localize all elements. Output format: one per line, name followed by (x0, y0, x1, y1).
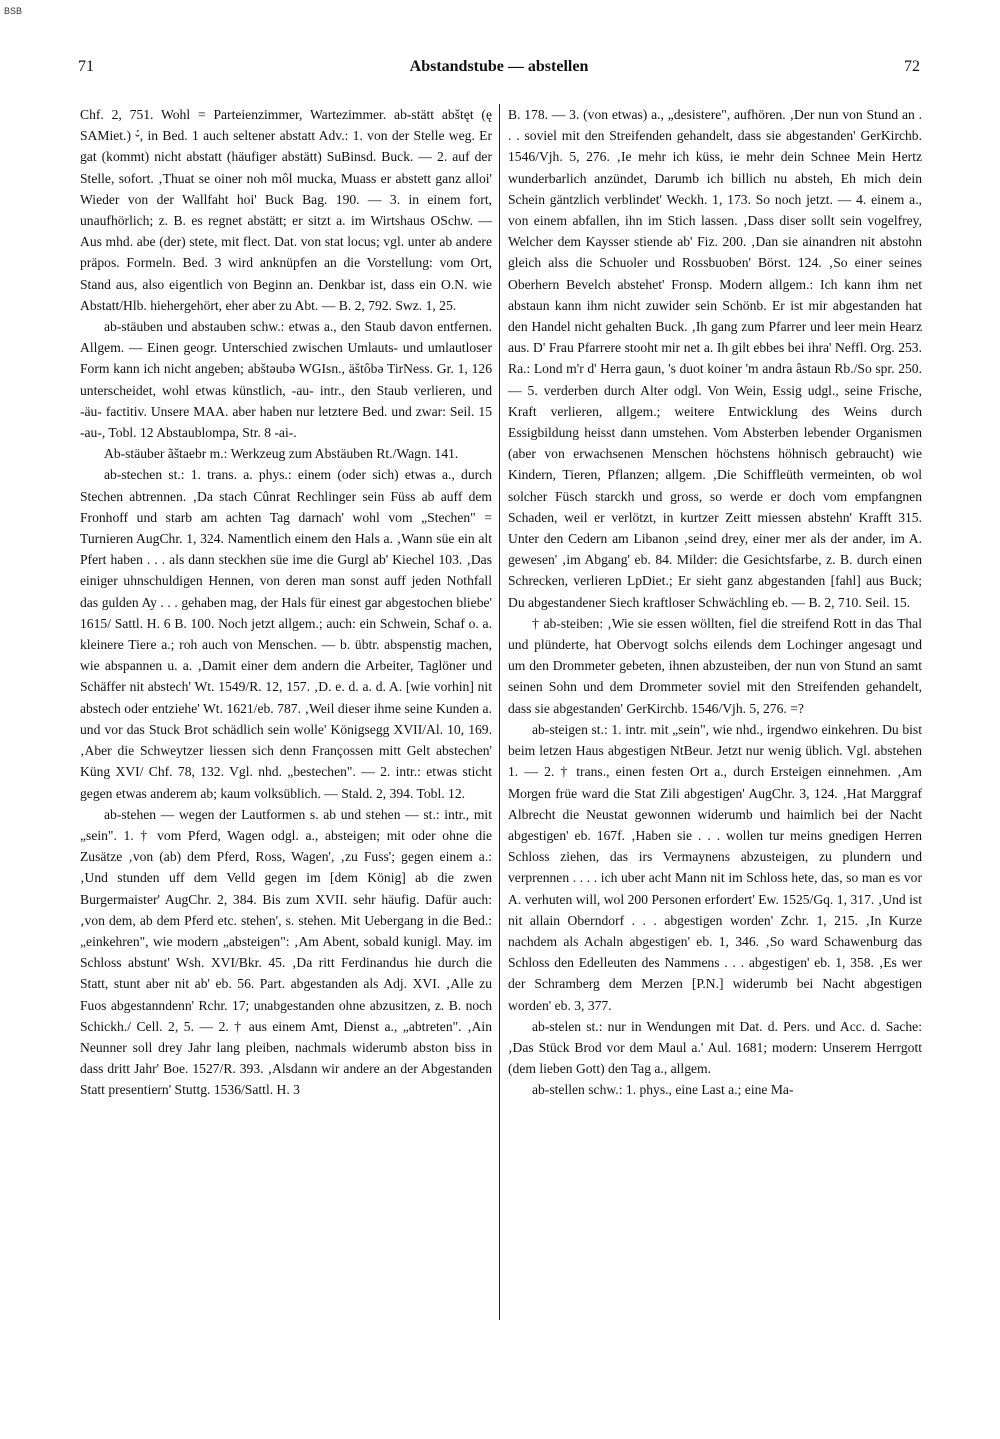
dictionary-entry: Chf. 2, 751. Wohl = Parteienzimmer, Wartezimmer. ab-stätt abštęt (ę SAMiet.) ⏑́, in Bed. 1 auch seltener abstatt Adv.: 1. von der Stelle weg. Er gat (kommt) nicht abstatt (häufiger abstätt) SuBinsd. Buck. — 2. auf der Stelle, sofort. ‚Thuat se oiner noh môl mucka, Muass er abstett ganz alloi' Wieder von der Wallfaht hoi' Buck Bag. 190. — 3. in einem fort, unaufhörlich; z. B. es regnet abstätt; er sitzt a. im Wirtshaus OSchw. — Aus mhd. abe (der) stete, mit flect. Dat. von stat locus; vgl. unter ab andere präpos. Formeln. Bed. 3 wird anknüpfen an die Vorstellung: vom Ort, Stand aus, also eigentlich von Beginn an. Denkbar ist, dass ein O.N. wie Abstatt/Hlb. hiehergehört, eher aber zu Abt. — B. 2, 792. Swz. 1, 25. (80, 107, 492, 313)
dictionary-entry: B. 178. — 3. (von etwas) a., „desistere", aufhören. ‚Der nun von Stund an . . . soviel mit den Streifenden gehandelt, dass sie abgestanden' GerKirchb. 1546/Vjh. 5, 276. ‚Ie mehr ich küss, ie mehr dein Schnee Mein Hertz wunderbarlich anzündet, Darumb ich billich nu absteh, Eh mich dein Schein gäntzlich verblindet' Weckh. 1, 173. So noch jetzt. — 4. einem a., von einem abfallen, ihn im Stich lassen. ‚Dass diser sollt sein vogelfrey, Welcher dem Kaysser stiende ab' Fiz. 200. ‚Dan sie ainandren nit abstohn gleich alss die Schuoler und Rossbuoben' Börst. 124. ‚So einer seines Oberhern Bevelch abstehet' Fronsp. Modern allgem.: Ich kann ihm net abstaun kann ihm nicht zuwider sein Schönb. Er ist mir abgestanden hat den Handel nicht gehalten Buck. ‚Ih gang zum Pfarrer und leer mein Hearz aus. D' Frau Pfarrere stooht mir net a. Ih gilt ebbes bei ihra' Neffl. Org. 253. Ra.: Lond m'r d' Herra gaun, 's duot koiner 'm andra âstaun Rb./So spr. 250. — 5. verderben durch Alter odgl. Von Wein, Essig udgl., seine Frische, Kraft verlieren, allgem.; weitere Entwicklung des Weins durch Essigbildung heisst dann umstehen. Vom Absterben lebender Organismen (aber von erwachsenen Menschen höchstens höhnisch gebraucht) wie Kindern, Tieren, Pflanzen; allgem. ‚Die Schiffleüth vermeinten, ob wol solcher Füsch starckh und gross, so werde er doch vom empfangnen Schaden, weil er verlötzt, in kurtzer Zeitt miessen abstehn' Krafft 315. Unter den Cedern am Libanon ‚seind drey, einer mer als der ander, im A. gewesen' ‚im Abgang' eb. 84. Milder: die Gesichtsfarbe, z. B. durch einen Schrecken, verlieren LpDiet.; Er sieht ganz abgestanden [fahl] aus Buck; Du abgestandener Siech kraftloser Schwächling eb. — B. 2, 710. Seil. 15. (508, 107, 922, 610)
column-divider (499, 104, 500, 1320)
dictionary-entry: Ab-stäuber ãštaebr m.: Werkzeug zum Abstäuben Rt./Wagn. 141. (104, 446, 459, 462)
page-number-right: 72 (904, 58, 920, 75)
dictionary-entry: ab-steigen st.: 1. intr. mit „sein", wie nhd., irgendwo einkehren. Du bist beim letzen Haus abgestigen NtBeur. Jetzt nur wenig üblich. Vgl. abstehen 1. — 2. † trans., einen festen Ort a., durch Ersteigen einnehmen. ‚Am Morgen früe ward die Stat Zili abgestigen' AugChr. 3, 124. ‚Hat Marggraf Albrecht die Neustat gewonnen widerumb und haimlich bei der Nacht abgestigen' eb. 167f. ‚Haben sie . . . wollen tur meins gnedigen Herren Schloss ziehen, das irs Vermaynens abzusteigen, zu plundern und verprennen . . . . ich uber acht Mann nit im Schloss hete, das, so man es vor A. verhuten will, wol 200 Personen erfordert' Ew. 1525/Gq. 1, 317. ‚Und ist nit allain Oberndorf . . . abgestigen worden' Zchr. 1, 215. ‚In Kurze nachdem als Achaln abgestigen' eb. 1, 346. ‚So ward Schawenburg das Schloss den Edelleuten des Nammens . . . abgestigen' eb. 1, 358. ‚Es wer der Schramberg dem Merzen [P.N.] widerumb bei Nacht abgestigen worden' eb. 3, 377. (508, 721, 922, 1013)
library-stamp: BSB (4, 6, 23, 16)
dictionary-entry: ab-stellen schw.: 1. phys., eine Last a.; eine Ma- (532, 1082, 794, 1098)
running-title: Abstandstube — abstellen (409, 58, 589, 75)
dictionary-entry: ab-stäuben und abstauben schw.: etwas a., den Staub davon entfernen. Allgem. — Einen geogr. Unterschied zwischen Umlauts- und umlautloser Form kann ich nicht angeben; abštəubə WGIsn., äštôbə TirNess. Gr. 1, 126 unterscheidet, wohl etwas künstlich, -au- intr., den Staub verlieren, und -äu- factitiv. Unsere MAA. aber haben nur letztere Bed. und zwar: Seil. 15 -au-, Tobl. 12 Abstaublompa, Str. 8 -ai-. (80, 319, 492, 441)
page-number-left: 71 (78, 58, 94, 75)
page-header (78, 58, 920, 82)
right-column (508, 104, 922, 1324)
dictionary-entry: ab-stechen st.: 1. trans. a. phys.: einem (oder sich) etwas a., durch Stechen abtrennen. ‚Da stach Cûnrat Rechlinger sein Füss ab auff dem Fronhoff und starb am achten Tag darnach' wohl vom „Stechen" = Turnieren AugChr. 1, 324. Namentlich einem den Hals a. ‚Wann süe ein alt Pfert haben . . . als dann steckhen süe ime die Gurgl ab' Kiechel 103. ‚Das einiger uhnschuldigen Hennen, von deren man sonst auff jeden Nothfall das gulden Ay . . . gehaben mag, der Hals für einest gar abgestochen bliebe' 1615/ Sattl. H. 6 B. 100. Noch jetzt allgem.; auch: ein Schwein, Schaf o. a. kleinere Tiere a.; roh auch von Menschen. — b. übtr. abspenstig machen, wie abspannen u. a. ‚Damit einer dem andern die Arbeiter, Taglöner und Schäffer nit abstech' Wt. 1549/R. 12, 157. ‚D. e. d. a. d. A. [wie vorhin] nit abstech oder entziehe' Wt. 1621/eb. 787. ‚Weil dieser ihme seine Kunden a. und vor das Stuck Brot schädlich sein wolle' Königsegg XVII/Al. 10, 169. ‚Aber die Schweytzer liessen sich denn Françossen mitt Gelt abstechen' Küng XVI/ Chf. 78, 132. Vgl. nhd. „bestechen". — 2. intr.: etwas sticht gegen etwas anderem ab; kaum volksüblich. — Stald. 2, 394. Tobl. 12. (80, 467, 492, 801)
left-column (80, 104, 492, 1324)
dictionary-entry: ab-stelen st.: nur in Wendungen mit Dat. d. Pers. und Acc. d. Sache: ‚Das Stück Brod vor dem Maul a.' Aul. 1681; modern: Unserem Herrgott (dem lieben Gott) den Tag a., allgem. (508, 1018, 922, 1077)
dictionary-entry: ab-stehen — wegen der Lautformen s. ab und stehen — st.: intr., mit „sein". 1. † vom Pferd, Wagen odgl. a., absteigen; mit oder ohne die Zusätze ‚von (ab) dem Pferd, Ross, Wagen', ‚zu Fuss'; gegen einem a.: ‚Und stunden uff dem Velld gegen im [dem König] ab die zwen Burgermaister' AugChr. 2, 384. Bis zum XVII. sehr häufig. Dafür auch: ‚von dem, ab dem Pferd etc. stehen', s. stehen. Mit Uebergang in die Bed.: „einkehren", wie modern „absteigen": ‚Am Abent, sobald kunigl. May. im Schloss abstunt' Wsh. XVI/Bkr. 45. ‚Da ritt Ferdinandus hie durch die Statt, stunt aber nit ab' eb. 56. Part. abgestanden als Adj. XVI. ‚Alle zu Fuos abgestanndenn' Rchr. 17; unabgestanden ohne abzusitzen, z. B. noch Schickh./ Cell. 2, 5. — 2. † aus einem Amt, Dienst a., „abtreten". ‚Ain Neunner soll drey Jahr lang pleiben, nachmals widerumb abston biss in dass dritt Jahr' Boe. 1527/R. 393. ‚Alsdann wir andere an der Abgestanden Statt presentiern' Stuttg. 1536/Sattl. H. 3 (80, 806, 492, 1098)
dictionary-entry: † ab-steiben: ‚Wie sie essen wöllten, fiel die streifend Rott in das Thal und plünderte, hat Obervogt solchs eilends dem Lochinger angesagt und um den Drommeter gebeten, ihnen abzusteiben, der nun von Stund an samt seinen Sohn und dem Drommeter soviel mit den Streifenden gehandelt, dass sie abgestanden' GerKirchb. 1546/Vjh. 5, 276. =? (508, 615, 922, 716)
